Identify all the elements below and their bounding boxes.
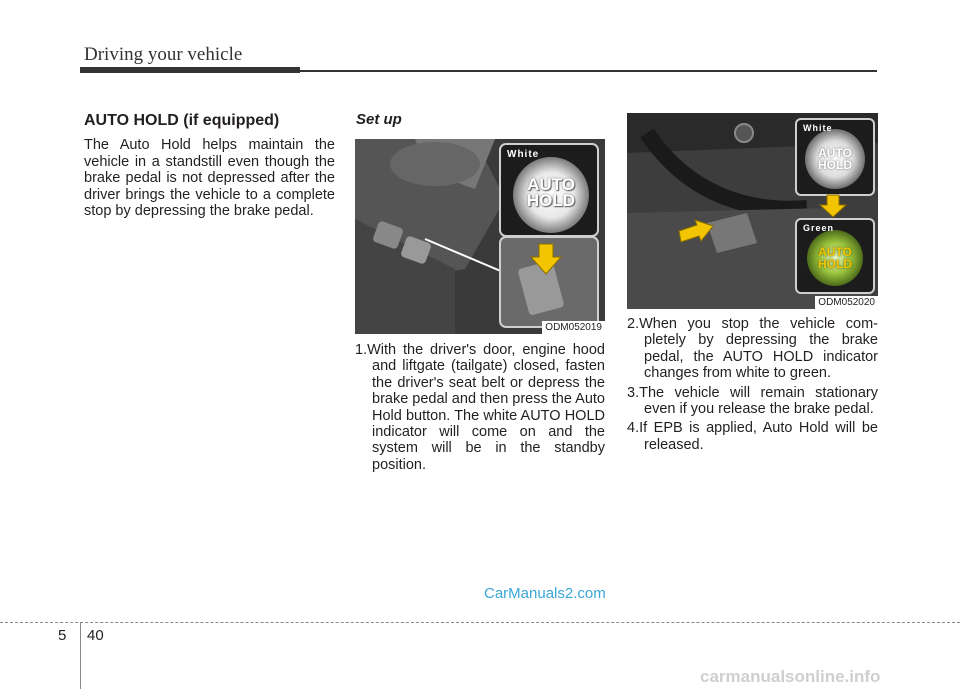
steps-column-1 bbox=[355, 342, 605, 476]
indicator-green bbox=[813, 246, 857, 270]
auto-hold-indicator-white bbox=[516, 177, 586, 209]
figure-auto-hold-indicator bbox=[627, 113, 878, 309]
console-illustration bbox=[355, 139, 605, 334]
header-rule-thin bbox=[300, 70, 877, 72]
section-heading: AUTO HOLD (if equipped) bbox=[84, 112, 280, 129]
indicator-line-hold: HOLD bbox=[526, 191, 576, 210]
indicator-line-auto: AUTO bbox=[818, 146, 852, 160]
indicator-line-auto: AUTO bbox=[818, 245, 852, 259]
footer-site-watermark[interactable]: carmanualsonline.info bbox=[700, 667, 881, 686]
footer-divider bbox=[0, 622, 960, 623]
step-1: 1.With the driver's door, engine hood and liftgate (tailgate) closed, fasten the driver's seat belt or depress the brake pedal and then press the Auto Hold button. The white AUTO HOLD indicator will come on and the system will be in the standby position. bbox=[355, 342, 605, 473]
watermark-link[interactable]: CarManuals2.com bbox=[484, 585, 606, 602]
header-rule-thick bbox=[80, 67, 300, 73]
step-2: 2.When you stop the vehicle com-pletely by depressing the brake pedal, the AUTO HOLD indicator changes from white to green. bbox=[627, 316, 878, 382]
step-3: 3.The vehicle will remain stationary even if you release the brake pedal. bbox=[627, 384, 878, 418]
step-4: 4.If EPB is applied, Auto Hold will be released. bbox=[627, 420, 878, 453]
dashboard-illustration bbox=[627, 113, 878, 309]
setup-heading: Set up bbox=[356, 111, 402, 128]
running-header: Driving your vehicle bbox=[84, 44, 243, 65]
figure-code: ODM052019 bbox=[542, 321, 605, 334]
figure-auto-hold-button bbox=[355, 139, 605, 334]
top-white-label: White bbox=[803, 123, 833, 133]
intro-paragraph: The Auto Hold helps maintain the vehicle in a standstill even though the brake pedal is not depressed after the driver brings the vehicle to a complete stop by depressing the brake pedal. bbox=[84, 137, 335, 219]
indicator-line-hold: HOLD bbox=[818, 158, 852, 172]
indicator-white bbox=[813, 147, 857, 171]
figure-code: ODM052020 bbox=[815, 296, 878, 309]
indicator-line-hold: HOLD bbox=[818, 257, 852, 271]
indicator-line-auto: AUTO bbox=[527, 175, 575, 194]
footer-vertical-rule bbox=[80, 622, 81, 689]
inset-white-label: White bbox=[507, 149, 540, 160]
bottom-green-label: Green bbox=[803, 223, 835, 233]
steps-column-2 bbox=[627, 316, 878, 456]
page-number: 40 bbox=[87, 627, 104, 644]
section-number: 5 bbox=[58, 627, 67, 644]
